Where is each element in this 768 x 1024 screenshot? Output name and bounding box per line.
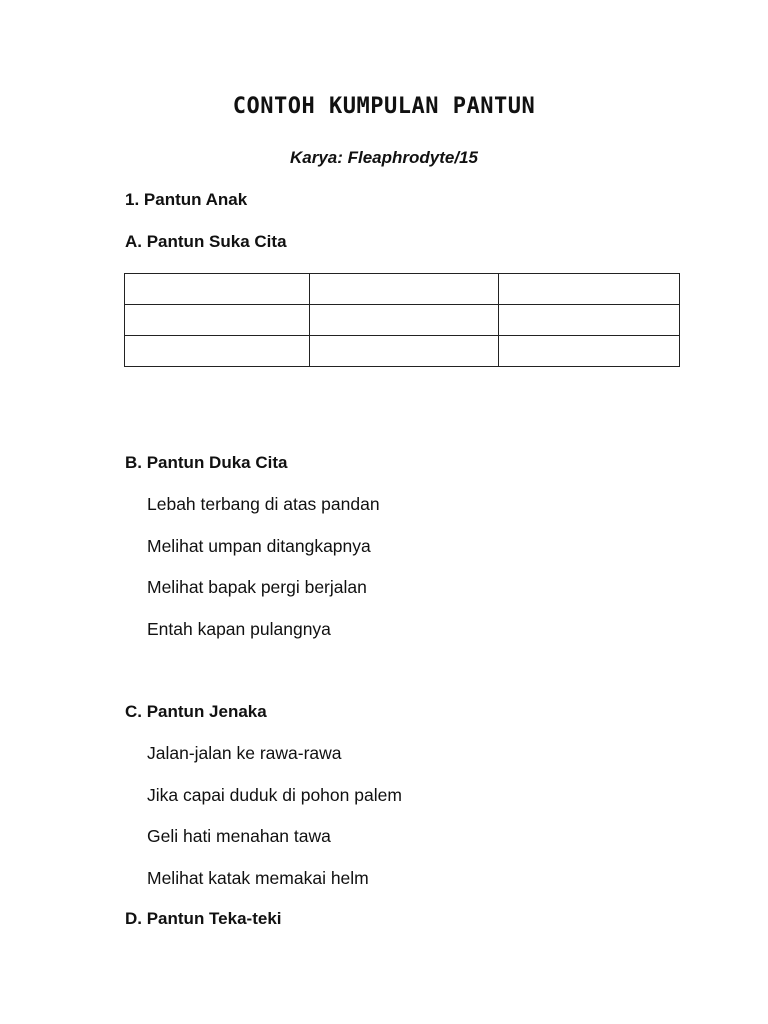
table-cell	[125, 305, 310, 336]
poem-line: Melihat bapak pergi berjalan	[147, 577, 367, 597]
empty-table	[124, 273, 680, 367]
author-line: Karya: Fleaphrodyte/15	[289, 148, 478, 167]
subsection-heading-jenaka: C. Pantun Jenaka	[125, 702, 267, 721]
table-cell	[310, 336, 499, 367]
table-cell	[310, 274, 499, 305]
subsection-heading-duka-cita: B. Pantun Duka Cita	[125, 453, 288, 472]
table-row	[125, 336, 680, 367]
table-cell	[125, 336, 310, 367]
table-row	[125, 274, 680, 305]
section-heading-pantun-anak: 1. Pantun Anak	[125, 190, 248, 209]
table-cell	[499, 274, 680, 305]
subsection-heading-teka-teki: D. Pantun Teka-teki	[125, 909, 282, 928]
table-row	[125, 305, 680, 336]
subsection-heading-suka-cita: A. Pantun Suka Cita	[125, 232, 287, 251]
poem-line: Jalan-jalan ke rawa-rawa	[147, 743, 342, 763]
poem-line: Lebah terbang di atas pandan	[147, 494, 380, 514]
poem-line: Jika capai duduk di pohon palem	[147, 785, 402, 805]
table-cell	[499, 336, 680, 367]
table-cell	[125, 274, 310, 305]
poem-line: Geli hati menahan tawa	[147, 826, 331, 846]
poem-line: Entah kapan pulangnya	[147, 619, 331, 639]
table-cell	[499, 305, 680, 336]
poem-line: Melihat katak memakai helm	[147, 868, 369, 888]
poem-line: Melihat umpan ditangkapnya	[147, 536, 371, 556]
document-title: CONTOH KUMPULAN PANTUN	[232, 94, 536, 119]
table-cell	[310, 305, 499, 336]
